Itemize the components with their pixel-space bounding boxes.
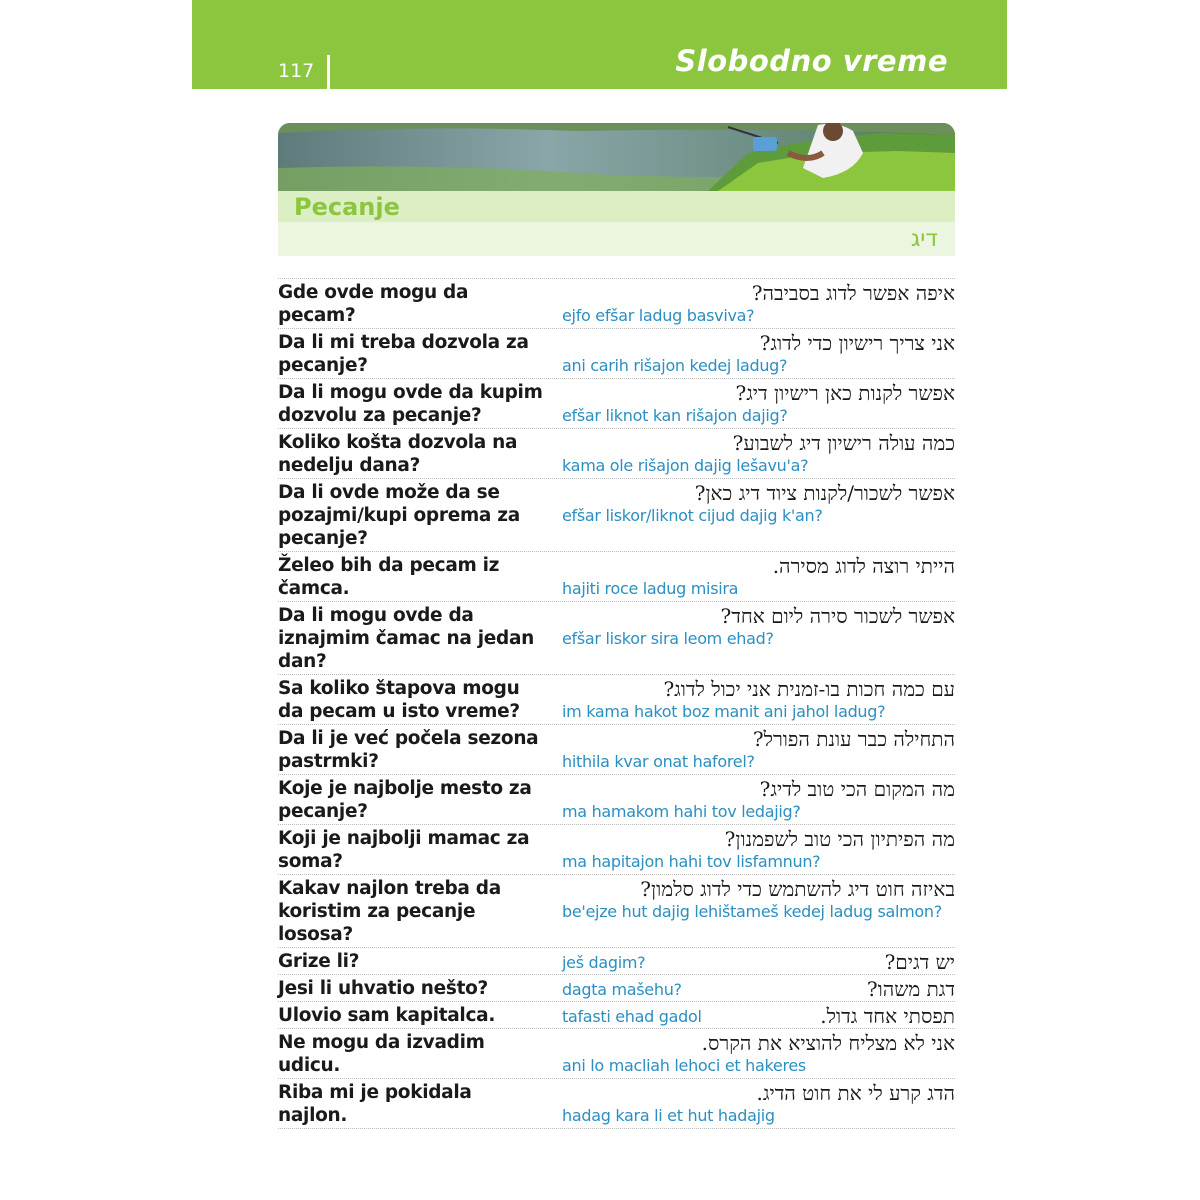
phrase-serbian: Da li ovde može da se pozajmi/kupi oprema za pecanje? bbox=[278, 482, 520, 549]
phrase-row bbox=[278, 674, 955, 724]
phrase-row bbox=[278, 1001, 955, 1028]
phrase-transliteration: be'ejze hut dajig lehištameš kedej ladug salmon? bbox=[562, 902, 942, 921]
phrase-hebrew: באיזה חוט דיג להשתמש כדי לדוג סלמון? bbox=[640, 877, 955, 901]
phrase-hebrew: אפשר לשכור/לקנות ציוד דיג כאן? bbox=[694, 481, 955, 505]
fishing-photo bbox=[278, 123, 955, 191]
phrase-transliteration: kama ole rišajon dajig lešavu'a? bbox=[562, 456, 809, 475]
phrase-row bbox=[278, 774, 955, 824]
phrase-transliteration: hadag kara li et hut hadajig bbox=[562, 1106, 775, 1125]
phrase-serbian: Da li mogu ovde da kupim dozvolu za pecanje? bbox=[278, 382, 543, 426]
phrase-transliteration: efšar liskor sira leom ehad? bbox=[562, 629, 774, 648]
phrase-row bbox=[278, 874, 955, 947]
phrase-hebrew: יש דגים? bbox=[884, 950, 955, 974]
phrase-transliteration: tafasti ehad gadol bbox=[562, 1007, 702, 1026]
phrase-list bbox=[278, 278, 955, 1129]
phrase-serbian: Da li mogu ovde da iznajmim čamac na jedan dan? bbox=[278, 605, 535, 672]
phrase-serbian: Da li je već počela sezona pastrmki? bbox=[278, 728, 539, 772]
phrase-transliteration: ani lo macliah lehoci et hakeres bbox=[562, 1056, 806, 1075]
phrase-hebrew: הדג קרע לי את חוט הדיג. bbox=[756, 1081, 955, 1105]
phrase-hebrew: עם כמה חכות בו-זמנית אני יכול לדוג? bbox=[663, 677, 955, 701]
phrase-hebrew: אפשר לקנות כאן רישיון דיג? bbox=[735, 381, 955, 405]
phrase-transliteration: hithila kvar onat haforel? bbox=[562, 752, 755, 771]
phrase-transliteration: ejfo efšar ladug basviva? bbox=[562, 306, 755, 325]
phrase-transliteration: efšar liknot kan rišajon dajig? bbox=[562, 406, 788, 425]
header-divider bbox=[327, 55, 330, 89]
phrase-serbian: Jesi li uhvatio nešto? bbox=[278, 978, 488, 999]
phrase-row bbox=[278, 278, 955, 328]
phrase-hebrew: הייתי רוצה לדוג מסירה. bbox=[772, 554, 955, 578]
phrase-row bbox=[278, 378, 955, 428]
phrase-row bbox=[278, 601, 955, 674]
phrase-serbian: Sa koliko štapova mogu da pecam u isto vreme? bbox=[278, 678, 520, 722]
phrase-hebrew: התחילה כבר עונת הפורל? bbox=[752, 727, 955, 751]
phrase-serbian: Koliko košta dozvola na nedelju dana? bbox=[278, 432, 518, 476]
phrase-serbian: Kakav najlon treba da koristim za pecanje lososa? bbox=[278, 878, 501, 945]
phrase-transliteration: hajiti roce ladug misira bbox=[562, 579, 739, 598]
phrase-hebrew: אפשר לשכור סירה ליום אחד? bbox=[720, 604, 955, 628]
phrase-row bbox=[278, 428, 955, 478]
phrase-serbian: Želeo bih da pecam iz čamca. bbox=[278, 555, 500, 599]
phrase-serbian: Ulovio sam kapitalca. bbox=[278, 1005, 496, 1026]
phrase-transliteration: im kama hakot boz manit ani jahol ladug? bbox=[562, 702, 886, 721]
phrase-row bbox=[278, 974, 955, 1001]
section-hebrew-bar bbox=[278, 222, 955, 256]
phrase-row bbox=[278, 1028, 955, 1078]
phrase-transliteration: ješ dagim? bbox=[562, 953, 646, 972]
phrase-row bbox=[278, 328, 955, 378]
phrase-transliteration: ani carih rišajon kedej ladug? bbox=[562, 356, 788, 375]
phrase-transliteration: ma hapitajon hahi tov lisfamnun? bbox=[562, 852, 821, 871]
fishing-photo-image bbox=[278, 123, 955, 191]
phrase-hebrew: דגת משהו? bbox=[866, 977, 955, 1001]
phrase-serbian: Ne mogu da izvadim udicu. bbox=[278, 1032, 485, 1076]
phrase-serbian: Da li mi treba dozvola za pecanje? bbox=[278, 332, 529, 376]
phrase-transliteration: ma hamakom hahi tov ledajig? bbox=[562, 802, 801, 821]
phrase-hebrew: אני צריך רישיון כדי לדוג? bbox=[759, 331, 955, 355]
phrase-serbian: Koje je najbolje mesto za pecanje? bbox=[278, 778, 532, 822]
phrase-row bbox=[278, 478, 955, 551]
phrase-row bbox=[278, 724, 955, 774]
section-title: Pecanje bbox=[294, 193, 400, 221]
phrase-row bbox=[278, 551, 955, 601]
phrase-hebrew: איפה אפשר לדוג בסביבה? bbox=[751, 281, 955, 305]
phrase-serbian: Grize li? bbox=[278, 951, 360, 972]
phrase-row bbox=[278, 824, 955, 874]
phrase-hebrew: תפסתי אחד גדול. bbox=[820, 1004, 955, 1028]
phrase-transliteration: efšar liskor/liknot cijud dajig k'an? bbox=[562, 506, 823, 525]
section-hebrew-title: דיג bbox=[910, 226, 938, 252]
chapter-title: Slobodno vreme bbox=[675, 44, 948, 78]
phrase-serbian: Koji je najbolji mamac za soma? bbox=[278, 828, 530, 872]
page-number: 117 bbox=[278, 60, 315, 82]
phrase-hebrew: כמה עולה רישיון דיג לשבוע? bbox=[732, 431, 955, 455]
phrase-hebrew: מה הפיתיון הכי טוב לשפמנון? bbox=[724, 827, 955, 851]
phrase-transliteration: dagta mašehu? bbox=[562, 980, 682, 999]
phrase-hebrew: אני לא מצליח להוציא את הקרס. bbox=[701, 1031, 955, 1055]
phrase-serbian: Gde ovde mogu da pecam? bbox=[278, 282, 469, 326]
phrase-hebrew: מה המקום הכי טוב לדיג? bbox=[759, 777, 955, 801]
phrase-row bbox=[278, 947, 955, 974]
phrase-serbian: Riba mi je pokidala najlon. bbox=[278, 1082, 472, 1126]
phrase-row bbox=[278, 1078, 955, 1129]
